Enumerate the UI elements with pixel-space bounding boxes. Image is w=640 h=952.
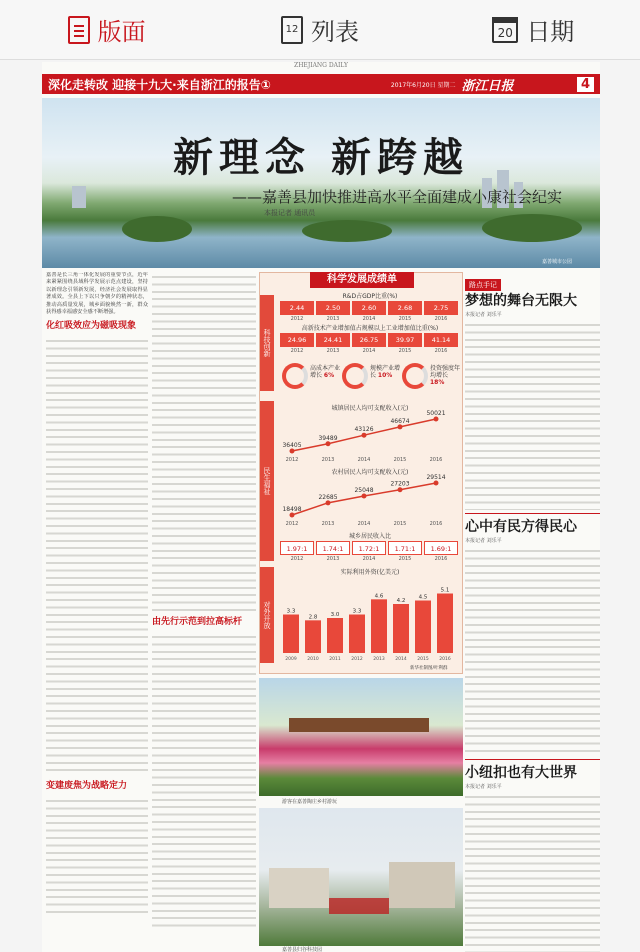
rural-income-label: 18498 <box>282 506 302 513</box>
gauge-ring <box>282 363 308 389</box>
sidebar-title-3: 小纽扣也有大世界 <box>465 765 577 781</box>
rural-income-year: 2013 <box>321 521 335 527</box>
hitech-row-year: 2013 <box>326 348 340 354</box>
rural-income-year: 2014 <box>357 521 371 527</box>
urban-income-point <box>290 449 295 454</box>
article-column-1 <box>46 272 148 948</box>
rural-income-point <box>362 493 367 498</box>
rd-row-value: 2.68 <box>388 301 422 315</box>
hitech-row-value: 24.96 <box>280 333 314 347</box>
photo-building <box>269 868 329 908</box>
rd-row-value: 2.50 <box>316 301 350 315</box>
tab-layout-label: 版面 <box>97 18 146 46</box>
urban-income-title: 城镇居民人均可支配收入(元) <box>331 405 409 412</box>
text-lines <box>465 546 600 756</box>
article-subhead-1: 化红吸效应为磁吸现象 <box>46 321 137 332</box>
fdi-year: 2015 <box>417 657 429 662</box>
sidebar-title-2: 心中有民方得民心 <box>465 519 577 535</box>
text-lines <box>46 336 148 776</box>
fdi-year: 2012 <box>351 657 363 662</box>
urban-income-label: 50021 <box>426 410 446 417</box>
urban-income-label: 36405 <box>282 442 302 449</box>
paper-brand: 浙江日报 <box>461 78 514 94</box>
rural-income-title: 农村居民人均可支配收入(元) <box>331 469 409 476</box>
tab-list-label: 列表 <box>310 18 359 46</box>
fdi-year: 2016 <box>439 657 451 662</box>
gauge-value: 6% <box>323 372 335 379</box>
tab-layout[interactable] <box>0 0 213 59</box>
fdi-value: 3.0 <box>330 612 340 618</box>
rd-row-year: 2014 <box>362 316 376 322</box>
rural-income-year: 2015 <box>393 521 407 527</box>
sidebar-author-3: 本报记者 刘乐平 <box>465 784 502 790</box>
photo-park <box>259 808 463 946</box>
ratio-value: 1.69:1 <box>424 541 458 555</box>
fdi-title: 实际利用外资(亿美元) <box>340 569 400 576</box>
gauge-label: 高成本产业增长 6% <box>310 365 341 379</box>
rural-income-point <box>290 513 295 518</box>
issue-date: 2017年6月20日 星期二 <box>390 81 456 89</box>
text-lines <box>465 792 600 952</box>
fdi-bar <box>283 615 299 654</box>
ratio-year: 2014 <box>362 556 376 562</box>
sidebar-column <box>465 272 600 952</box>
hitech-row-value: 26.75 <box>352 333 386 347</box>
building <box>72 186 86 208</box>
list-icon <box>281 16 303 44</box>
ratio-value: 1.71:1 <box>388 541 422 555</box>
article-subhead-2: 由先行示范到拉高标杆 <box>152 617 243 627</box>
hitech-row-title: 高新技术产业增加值占规模以上工业增加值比重(%) <box>301 325 439 332</box>
rural-income-point <box>398 487 403 492</box>
ratio-title: 城乡居民收入比 <box>348 533 391 540</box>
fdi-bar <box>327 618 343 653</box>
hero-caption: 嘉善城市公园 <box>542 259 573 265</box>
sidebar-author-2: 本报记者 刘乐平 <box>465 538 502 544</box>
fdi-bar <box>393 604 409 653</box>
tree <box>302 220 392 242</box>
photo-building <box>389 862 455 908</box>
urban-income-label: 46674 <box>390 417 410 425</box>
text-lines <box>465 320 600 510</box>
photo2-caption: 嘉善县归谷科技园 <box>282 947 323 952</box>
gauge-ring <box>342 363 368 389</box>
rd-row-year: 2013 <box>326 316 340 322</box>
tree <box>122 216 192 242</box>
infographic <box>259 272 463 674</box>
rd-row-year: 2016 <box>434 316 448 322</box>
page-number: 4 <box>577 77 594 92</box>
tree <box>482 214 582 242</box>
gauge-label: 投资强度年均增长 18% <box>430 365 461 386</box>
urban-income-point <box>326 441 331 446</box>
layout-icon <box>68 16 90 44</box>
chart-side-1: 科技创新 <box>260 295 274 391</box>
gauge-ring <box>402 363 428 389</box>
fdi-year: 2013 <box>373 657 385 662</box>
sidebar-title-1: 梦想的舞台无限大 <box>465 293 577 309</box>
tab-list[interactable] <box>213 0 426 59</box>
fdi-year: 2010 <box>307 657 319 662</box>
fdi-value: 4.2 <box>396 598 406 604</box>
top-tab-bar <box>0 0 640 60</box>
masthead-small: ZHEJIANG DAILY <box>294 62 348 69</box>
fdi-value: 3.3 <box>286 608 296 615</box>
rural-income-year: 2016 <box>429 521 443 527</box>
photo-flowers <box>259 678 463 796</box>
hitech-row-value: 41.14 <box>424 333 458 347</box>
ratio-year: 2012 <box>290 556 304 562</box>
subheadline: ——嘉善县加快推进高水平全面建成小康社会纪实 <box>232 188 563 206</box>
rural-income-label: 29514 <box>426 474 446 481</box>
fdi-value: 4.5 <box>418 594 428 601</box>
fdi-year: 2011 <box>329 657 341 662</box>
hitech-row-year: 2016 <box>434 348 448 354</box>
rd-row-title: R&D占GDP比重(%) <box>342 293 398 300</box>
hitech-row-year: 2012 <box>290 348 304 354</box>
urban-income-year: 2015 <box>393 457 407 463</box>
fdi-value: 3.3 <box>352 608 362 615</box>
section-header <box>42 74 600 94</box>
hitech-row-value: 24.41 <box>316 333 350 347</box>
chart-source: 新华社制图/叶利群 <box>410 666 448 671</box>
rural-income-label: 22685 <box>318 493 338 501</box>
hitech-row-year: 2015 <box>398 348 412 354</box>
urban-income-point <box>398 424 403 429</box>
divider <box>465 759 600 760</box>
fdi-bar <box>437 594 453 654</box>
fdi-value: 2.8 <box>308 614 318 621</box>
rural-income-label: 25048 <box>354 486 374 494</box>
photo1-caption: 游客在嘉善陶庄乡村游玩 <box>282 799 338 805</box>
chart-title: 科学发展成绩单 <box>310 272 414 288</box>
article-body: 嘉善是长三角一体化发展的重要节点，近年来紧紧围绕县域科学发展示范点建设，坚持以新理念引领新发展，经济社会发展取得显著成效。全县上下以只争朝夕的精神状态，推动高质量发展，城乡面貌焕然一新，群众获得感幸福感安全感不断增强。 <box>46 272 148 316</box>
rd-row-year: 2015 <box>398 316 412 322</box>
sidebar-tag: 路点手记 <box>465 279 501 291</box>
urban-income-point <box>434 417 439 422</box>
rural-income-point <box>326 500 331 505</box>
article-column-2 <box>152 272 256 948</box>
section-title: 深化走转改 迎接十九大·来自浙江的报告① <box>48 77 271 92</box>
reporter-line: 本报记者 通讯员 <box>264 209 316 217</box>
fdi-bar <box>415 601 431 654</box>
newspaper-page[interactable] <box>42 62 600 952</box>
fdi-year: 2014 <box>395 657 407 662</box>
text-lines <box>46 796 148 916</box>
ratio-value: 1.72:1 <box>352 541 386 555</box>
hitech-row-value: 39.97 <box>388 333 422 347</box>
fdi-bar <box>371 599 387 653</box>
gauge-value: 18% <box>430 379 445 386</box>
chart-side-2: 民生福祉 <box>260 401 274 561</box>
fdi-value: 4.6 <box>374 593 384 600</box>
hitech-row-year: 2014 <box>362 348 376 354</box>
calendar-icon <box>492 17 518 43</box>
urban-income-point <box>362 433 367 438</box>
urban-income-year: 2012 <box>285 457 299 463</box>
gauge-label: 规模产业增长 10% <box>370 365 401 379</box>
fdi-value: 5.1 <box>440 587 450 594</box>
fdi-bar <box>349 615 365 654</box>
urban-income-label: 39489 <box>318 434 338 442</box>
text-lines <box>152 272 256 612</box>
list-icon-digits: 12 <box>285 23 299 35</box>
rd-row-value: 2.44 <box>280 301 314 315</box>
photo-train <box>289 718 429 732</box>
fdi-year: 2009 <box>285 657 297 662</box>
rd-row-value: 2.75 <box>424 301 458 315</box>
rd-row-year: 2012 <box>290 316 304 322</box>
sidebar-author-1: 本报记者 刘乐平 <box>465 312 502 318</box>
ratio-value: 1.97:1 <box>280 541 314 555</box>
urban-income-label: 43126 <box>354 426 374 434</box>
divider <box>465 513 600 514</box>
ratio-year: 2015 <box>398 556 412 562</box>
urban-income-year: 2014 <box>357 457 371 463</box>
article-subhead-3: 变建废焦为战略定力 <box>46 781 128 792</box>
tab-date[interactable] <box>427 0 640 59</box>
rural-income-year: 2012 <box>285 521 299 527</box>
gauge-value: 10% <box>377 372 393 379</box>
ratio-value: 1.74:1 <box>316 541 350 555</box>
text-lines <box>152 632 256 932</box>
tab-date-label: 日期 <box>526 18 575 46</box>
headline: 新理念 新跨越 <box>173 135 469 181</box>
ratio-year: 2016 <box>434 556 448 562</box>
calendar-day: 20 <box>497 25 513 40</box>
ratio-year: 2013 <box>326 556 340 562</box>
urban-income-year: 2013 <box>321 457 335 463</box>
rd-row-value: 2.60 <box>352 301 386 315</box>
hero-image <box>42 98 600 268</box>
photo-sign <box>329 898 389 914</box>
rural-income-label: 27203 <box>390 480 410 488</box>
rural-income-point <box>434 481 439 486</box>
fdi-bar <box>305 620 321 653</box>
chart-side-3: 对外开放 <box>260 567 274 663</box>
urban-income-year: 2016 <box>429 457 443 463</box>
